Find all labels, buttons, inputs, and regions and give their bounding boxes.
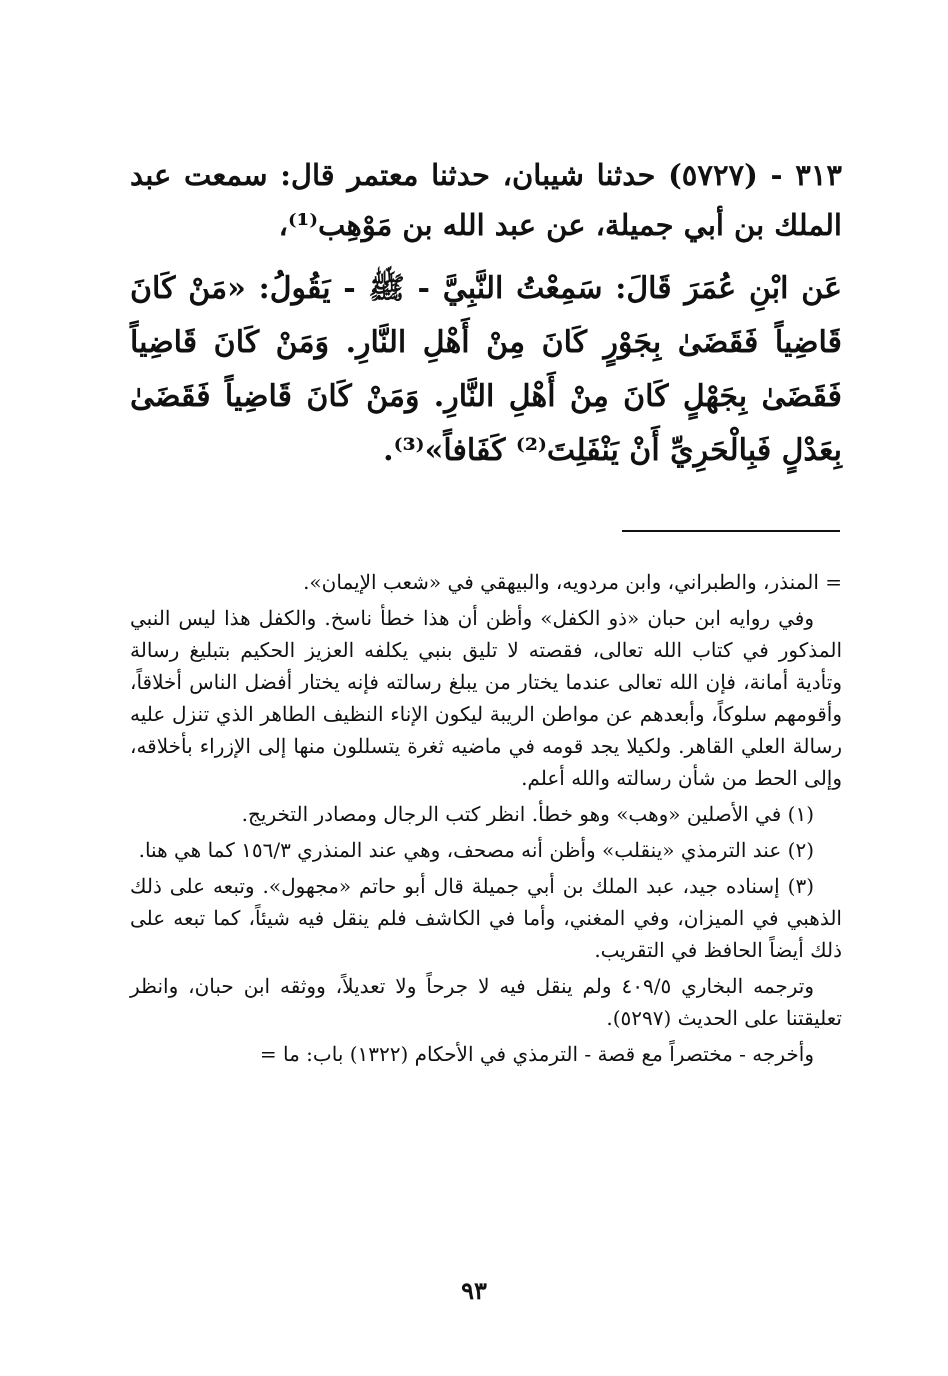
footnote-3: (٣) إسناده جيد، عبد الملك بن أبي جميلة قال أبو حاتم «مجهول». وتبعه على ذلك الذهبي في الميزان، وفي المغني، وأما في الكاشف فلم ينقل فيه شيئاً، كما تبعه على ذلك أيضاً الحافظ في التقريب. (130, 874, 842, 962)
footnote-2: (٢) عند الترمذي «ينقلب» وأظن أنه مصحف، وهي عند المنذري ١٥٦/٣ كما هي هنا. (138, 838, 814, 862)
footnote-separator (622, 530, 840, 532)
footnotes (130, 566, 842, 1074)
footnote-commentary: وفي روايه ابن حبان «ذو الكفل» وأظن أن هذا خطأ ناسخ. والكفل هذا ليس النبي المذكور في كتاب الله تعالى، فقصته لا تليق بنبي يكلفه العزيز الحكيم بتبليغ رسالة وتأدية أمانة، فإن الله تعالى عندما يختار من يبلغ رسالته فإنه يختار أفضل الناس أخلاقاً، وأقومهم سلوكاً، وأبعدهم عن مواطن الريبة ليكون الإناء النظيف الطاهر الذي تنزل عليه رسالة العلي القاهر. ولكيلا يجد قومه في ماضيه ثغرة يتسللون منها إلى الإزراء بأخلاقه، وإلى الحط من شأن رسالته والله أعلم. (130, 606, 842, 790)
hadith-isnad: ٣١٣ - (٥٧٢٧) حدثنا شيبان، حدثنا معتمر قال: سمعت عبد الملك بن أبي جميلة، عن عبد الله بن مَوْهِب⁽¹⁾، (130, 158, 842, 242)
footnote-3-continued: وترجمه البخاري ٤٠٩/٥ ولم ينقل فيه لا جرحاً ولا تعديلاً، ووثقه ابن حبان، وانظر تعليقتنا على الحديث (٥٢٩٧). (130, 974, 842, 1030)
footnote-1: (١) في الأصلين «وهب» وهو خطأ. انظر كتب الرجال ومصادر التخريج. (241, 802, 814, 826)
footnote-continuation: = المنذر، والطبراني، وابن مردويه، والبيهقي في «شعب الإيمان». (303, 570, 842, 594)
hadith-matn: عَن ابْنِ عُمَرَ قَالَ: سَمِعْتُ النَّبِيَّ - ﷺ - يَقُولُ: «مَنْ كَانَ قَاضِياً فَقَضَىٰ بِجَوْرٍ كَانَ مِنْ أَهْلِ النَّارِ. وَمَنْ كَانَ قَاضِياً فَقَضَىٰ بِجَهْلٍ كَانَ مِنْ أَهْلِ النَّارِ. وَمَنْ كَانَ قَاضِياً فَقَضَىٰ بِعَدْلٍ فَبِالْحَرِيِّ أَنْ يَنْفَلِتَ⁽²⁾ كَفَافاً»⁽³⁾. (130, 271, 842, 468)
hadith-block (130, 150, 842, 478)
page-number: ٩٣ (461, 1276, 487, 1305)
footnote-3-source: وأخرجه - مختصراً مع قصة - الترمذي في الأحكام (١٣٢٢) باب: ما = (259, 1042, 814, 1066)
